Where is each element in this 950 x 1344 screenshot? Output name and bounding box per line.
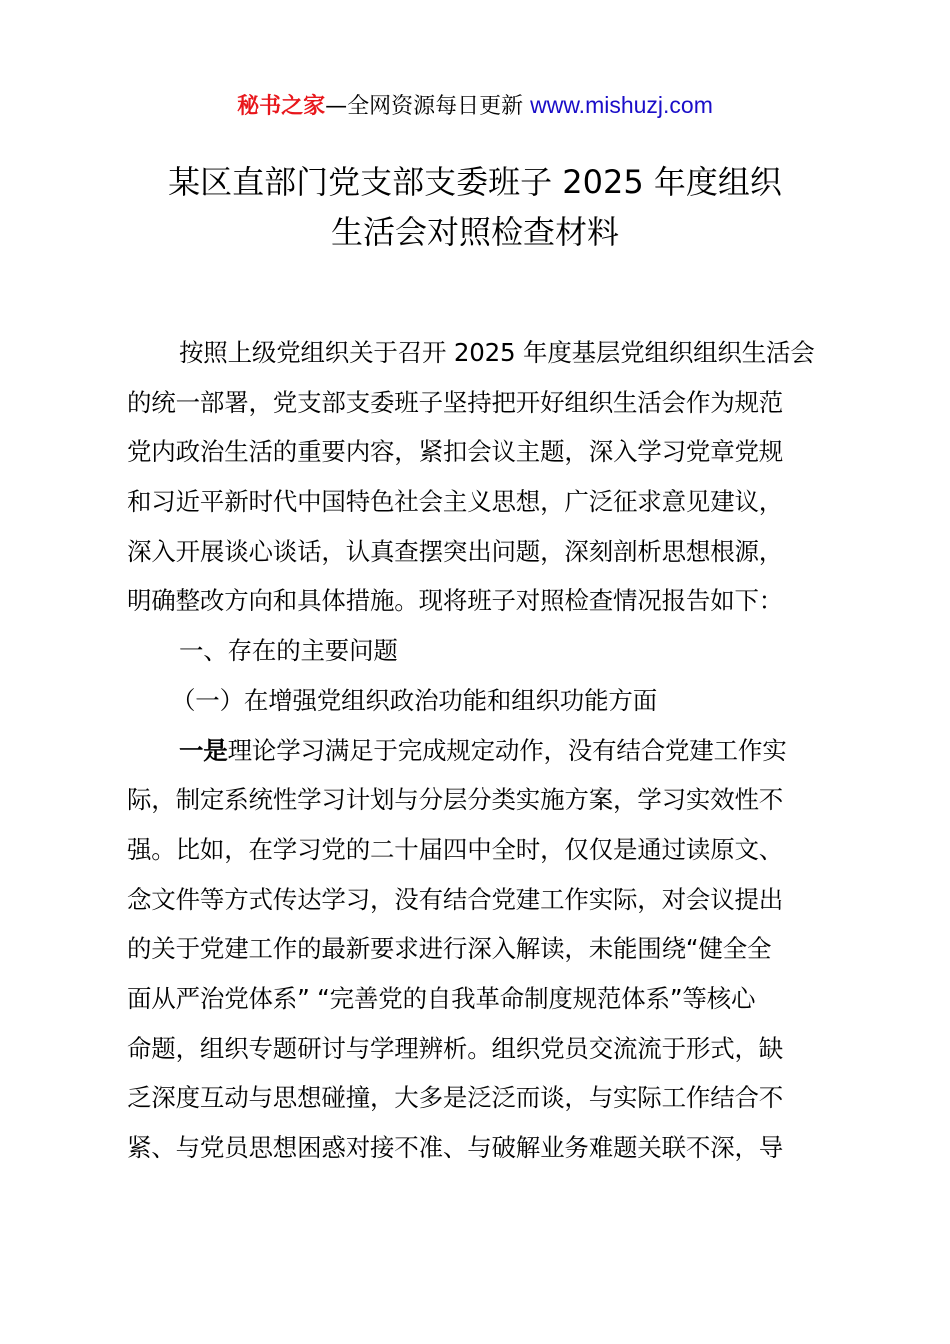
paragraph-line: 的关于党建工作的最新要求进行深入解读，未能围绕“健全全 [127, 934, 772, 964]
paragraph-line: 按照上级党组织关于召开 2025 年度基层党组织组织生活会 [179, 338, 815, 367]
paragraph-line: 明确整改方向和具体措施。现将班子对照检查情况报告如下： [127, 586, 784, 616]
paragraph-line: 的统一部署，党支部支委班子坚持把开好组织生活会作为规范 [127, 387, 784, 417]
paragraph-line: 紧、与党员思想困惑对接不准、与破解业务难题关联不深，导 [127, 1133, 784, 1162]
paragraph-line: 际，制定系统性学习计划与分层分类实施方案，学习实效性不 [127, 785, 784, 815]
point-paragraph [127, 726, 832, 1173]
paragraph-line: 深入开展谈心谈话，认真查摆突出问题，深刻剖析思想根源， [127, 536, 784, 566]
point-text: 理论学习满足于完成规定动作，没有结合党建工作实 [227, 735, 787, 765]
header-tagline: —全网资源每日更新 [325, 94, 524, 119]
paragraph-line: 党内政治生活的重要内容，紧扣会议主题，深入学习党章党规 [127, 437, 784, 467]
title-line: 某区直部门党支部支委班子 2025 年度组织 [168, 163, 782, 201]
paragraph-line: 面从严治党体系” “完善党的自我革命制度规范体系”等核心 [127, 983, 756, 1013]
title-line: 生活会对照检查材料 [330, 212, 619, 251]
paragraph-line [127, 726, 832, 776]
paragraph-line: 乏深度互动与思想碰撞，大多是泛泛而谈，与实际工作结合不 [127, 1083, 784, 1113]
brand-name: 秘书之家 [237, 94, 326, 119]
section-heading: 一、存在的主要问题 [179, 636, 398, 666]
subsection-heading: （一）在增强党组织政治功能和组织功能方面 [171, 685, 657, 715]
document-body [127, 328, 832, 1173]
paragraph-line: 念文件等方式传达学习，没有结合党建工作实际，对会议提出 [127, 884, 784, 914]
point-lead: 一是 [179, 735, 228, 765]
site-url-link[interactable]: www.mishuzj.com [530, 92, 713, 118]
paragraph-line: 和习近平新时代中国特色社会主义思想，广泛征求意见建议， [127, 487, 784, 517]
intro-paragraph [127, 328, 832, 626]
paragraph-line: 命题，组织专题研讨与学理辨析。组织党员交流流于形式，缺 [127, 1033, 784, 1063]
site-header [0, 88, 950, 124]
document-title [0, 156, 950, 255]
paragraph-line: 强。比如，在学习党的二十届四中全时，仅仅是通过读原文、 [127, 834, 784, 864]
